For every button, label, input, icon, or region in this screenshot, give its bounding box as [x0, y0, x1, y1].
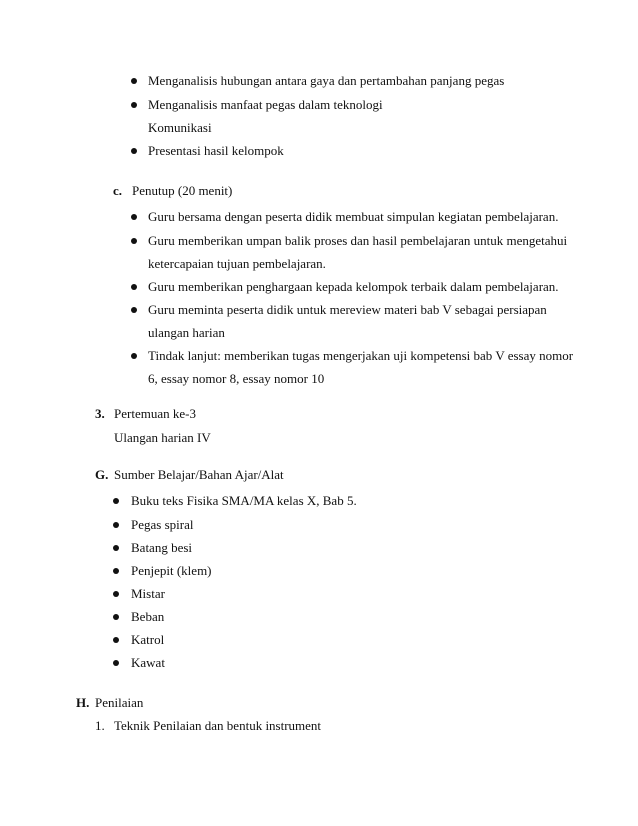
section-subtitle: Ulangan harian IV: [114, 430, 211, 445]
bullet-icon: [113, 568, 119, 574]
list-item: Guru meminta peserta didik untuk mereview materi bab V sebagai persiapan: [148, 302, 547, 317]
subsection-title: Teknik Penilaian dan bentuk instrument: [114, 718, 322, 733]
list-item: Batang besi: [131, 540, 193, 555]
section-label: H.: [76, 695, 90, 710]
bullet-icon: [113, 522, 119, 528]
bullet-icon: [113, 637, 119, 643]
section-label: G.: [95, 467, 109, 482]
bullet-icon: [131, 284, 137, 290]
bullet-icon: [113, 591, 119, 597]
list-item: Beban: [131, 609, 165, 624]
list-item: Penjepit (klem): [131, 563, 212, 578]
list-item: Mistar: [131, 586, 165, 601]
list-item: Guru bersama dengan peserta didik membuat simpulan kegiatan pembelajaran.: [148, 209, 559, 224]
bullet-icon: [113, 545, 119, 551]
list-item: Pegas spiral: [131, 517, 194, 532]
section-label: c.: [113, 183, 123, 198]
section-title: Pertemuan ke-3: [114, 406, 196, 421]
list-item: Tindak lanjut: memberikan tugas mengerjakan uji kompetensi bab V essay nomor: [148, 348, 574, 363]
list-item: Menganalisis hubungan antara gaya dan pertambahan panjang pegas: [148, 73, 505, 88]
list-item: Guru memberikan umpan balik proses dan hasil pembelajaran untuk mengetahui: [148, 233, 568, 248]
subsection-label: 1.: [95, 718, 105, 733]
bullet-icon: [131, 353, 137, 359]
list-item: Presentasi hasil kelompok: [148, 143, 284, 158]
list-item-continuation: ketercapaian tujuan pembelajaran.: [148, 256, 326, 271]
bullet-icon: [113, 498, 119, 504]
list-item: Katrol: [131, 632, 165, 647]
bullet-icon: [131, 102, 137, 108]
bullet-icon: [131, 78, 137, 84]
list-item: Guru memberikan penghargaan kepada kelompok terbaik dalam pembelajaran.: [148, 279, 559, 294]
list-item-continuation: 6, essay nomor 8, essay nomor 10: [148, 371, 325, 386]
section-label: 3.: [95, 406, 105, 421]
list-item: Kawat: [131, 655, 165, 670]
section-title: Penilaian: [95, 695, 144, 710]
list-item-continuation: Komunikasi: [148, 120, 212, 135]
list-item: Menganalisis manfaat pegas dalam teknologi: [148, 97, 383, 112]
bullet-icon: [131, 214, 137, 220]
bullet-icon: [113, 660, 119, 666]
bullet-icon: [131, 307, 137, 313]
list-item: Buku teks Fisika SMA/MA kelas X, Bab 5.: [131, 493, 357, 508]
section-title: Sumber Belajar/Bahan Ajar/Alat: [114, 467, 284, 482]
bullet-icon: [131, 148, 137, 154]
section-title: Penutup (20 menit): [132, 183, 233, 198]
list-item-continuation: ulangan harian: [148, 325, 225, 340]
bullet-icon: [131, 238, 137, 244]
bullet-icon: [113, 614, 119, 620]
